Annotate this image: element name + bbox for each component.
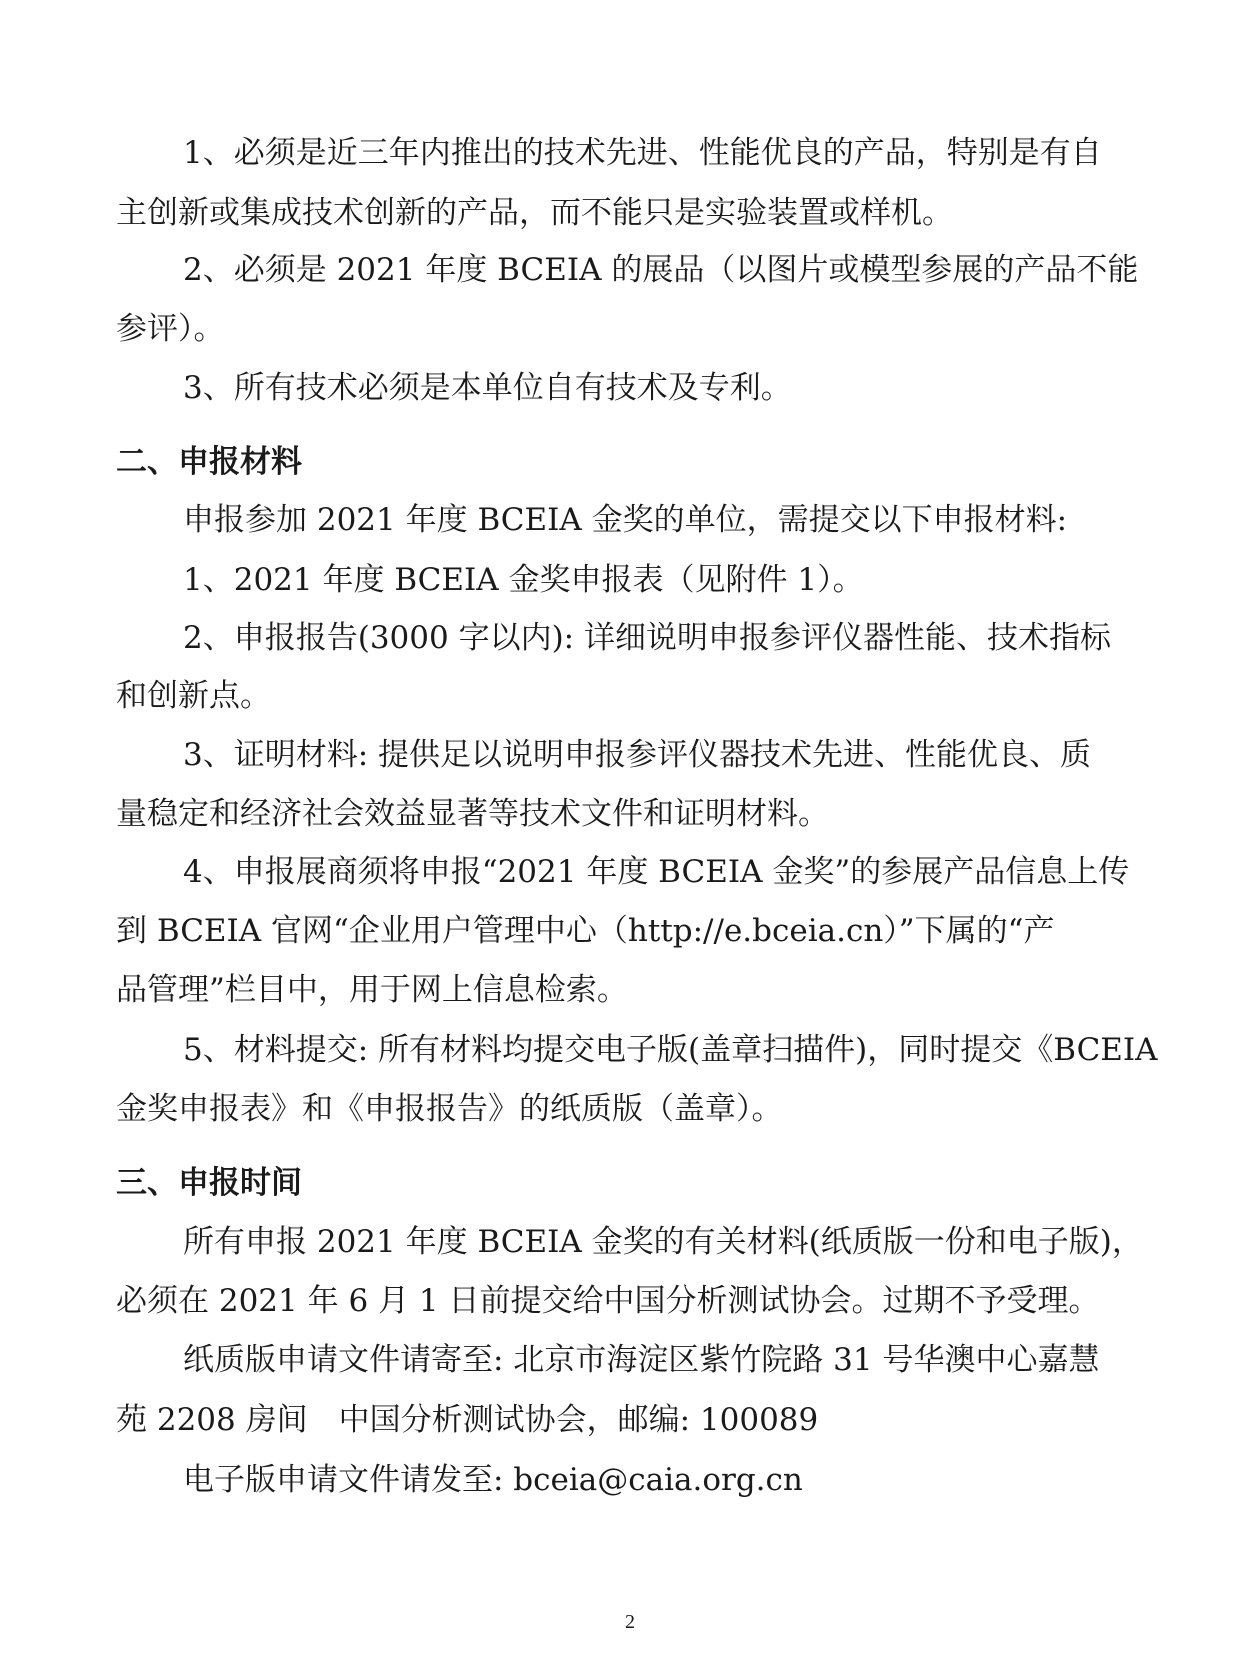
- item-1-line-1: 1、必须是近三年内推出的技术先进、性能优良的产品，特别是有自: [183, 135, 1102, 171]
- materials-item-1: 1、2021 年度 BCEIA 金奖申报表（见附件 1）。: [183, 562, 864, 598]
- mailing-address-line-2: 苑 2208 房间 中国分析测试协会，邮编: 100089: [116, 1402, 819, 1438]
- materials-item-4-line-1: 4、申报展商须将申报“2021 年度 BCEIA 金奖”的参展产品信息上传: [183, 854, 1130, 890]
- materials-intro: 申报参加 2021 年度 BCEIA 金奖的单位，需提交以下申报材料:: [183, 502, 1068, 538]
- materials-item-5-line-2: 金奖申报表》和《申报报告》的纸质版（盖章）。: [116, 1091, 783, 1127]
- item-1-line-2: 主创新或集成技术创新的产品，而不能只是实验装置或样机。: [116, 195, 953, 231]
- item-3-line-1: 3、所有技术必须是本单位自有技术及专利。: [183, 370, 792, 406]
- materials-item-5-line-1: 5、材料提交: 所有材料均提交电子版(盖章扫描件)，同时提交《BCEIA: [183, 1032, 1158, 1068]
- item-2-line-2: 参评）。: [116, 311, 225, 347]
- section-heading-deadline: 三、申报时间: [116, 1165, 302, 1201]
- materials-item-2-line-1: 2、申报报告(3000 字以内): 详细说明申报参评仪器性能、技术指标: [183, 620, 1111, 656]
- materials-item-4-line-2: 到 BCEIA 官网“企业用户管理中心（http://e.bceia.cn）”下属的“产: [116, 913, 1055, 949]
- email-line: 电子版申请文件请发至: bceia@caia.org.cn: [183, 1462, 803, 1498]
- page-number: 2: [625, 1611, 635, 1633]
- section-heading-materials: 二、申报材料: [116, 444, 302, 480]
- mailing-address-line-1: 纸质版申请文件请寄至: 北京市海淀区紫竹院路 31 号华澳中心嘉慧: [183, 1342, 1100, 1378]
- deadline-line-2: 必须在 2021 年 6 月 1 日前提交给中国分析测试协会。过期不予受理。: [116, 1283, 1100, 1319]
- deadline-line-1: 所有申报 2021 年度 BCEIA 金奖的有关材料(纸质版一份和电子版)，: [183, 1224, 1143, 1260]
- materials-item-4-line-3: 品管理”栏目中，用于网上信息检索。: [116, 972, 628, 1008]
- materials-item-2-line-2: 和创新点。: [116, 678, 271, 714]
- materials-item-3-line-2: 量稳定和经济社会效益显著等技术文件和证明材料。: [116, 796, 829, 832]
- item-2-line-1: 2、必须是 2021 年度 BCEIA 的展品（以图片或模型参展的产品不能: [183, 252, 1139, 288]
- materials-item-3-line-1: 3、证明材料: 提供足以说明申报参评仪器技术先进、性能优良、质: [183, 737, 1092, 773]
